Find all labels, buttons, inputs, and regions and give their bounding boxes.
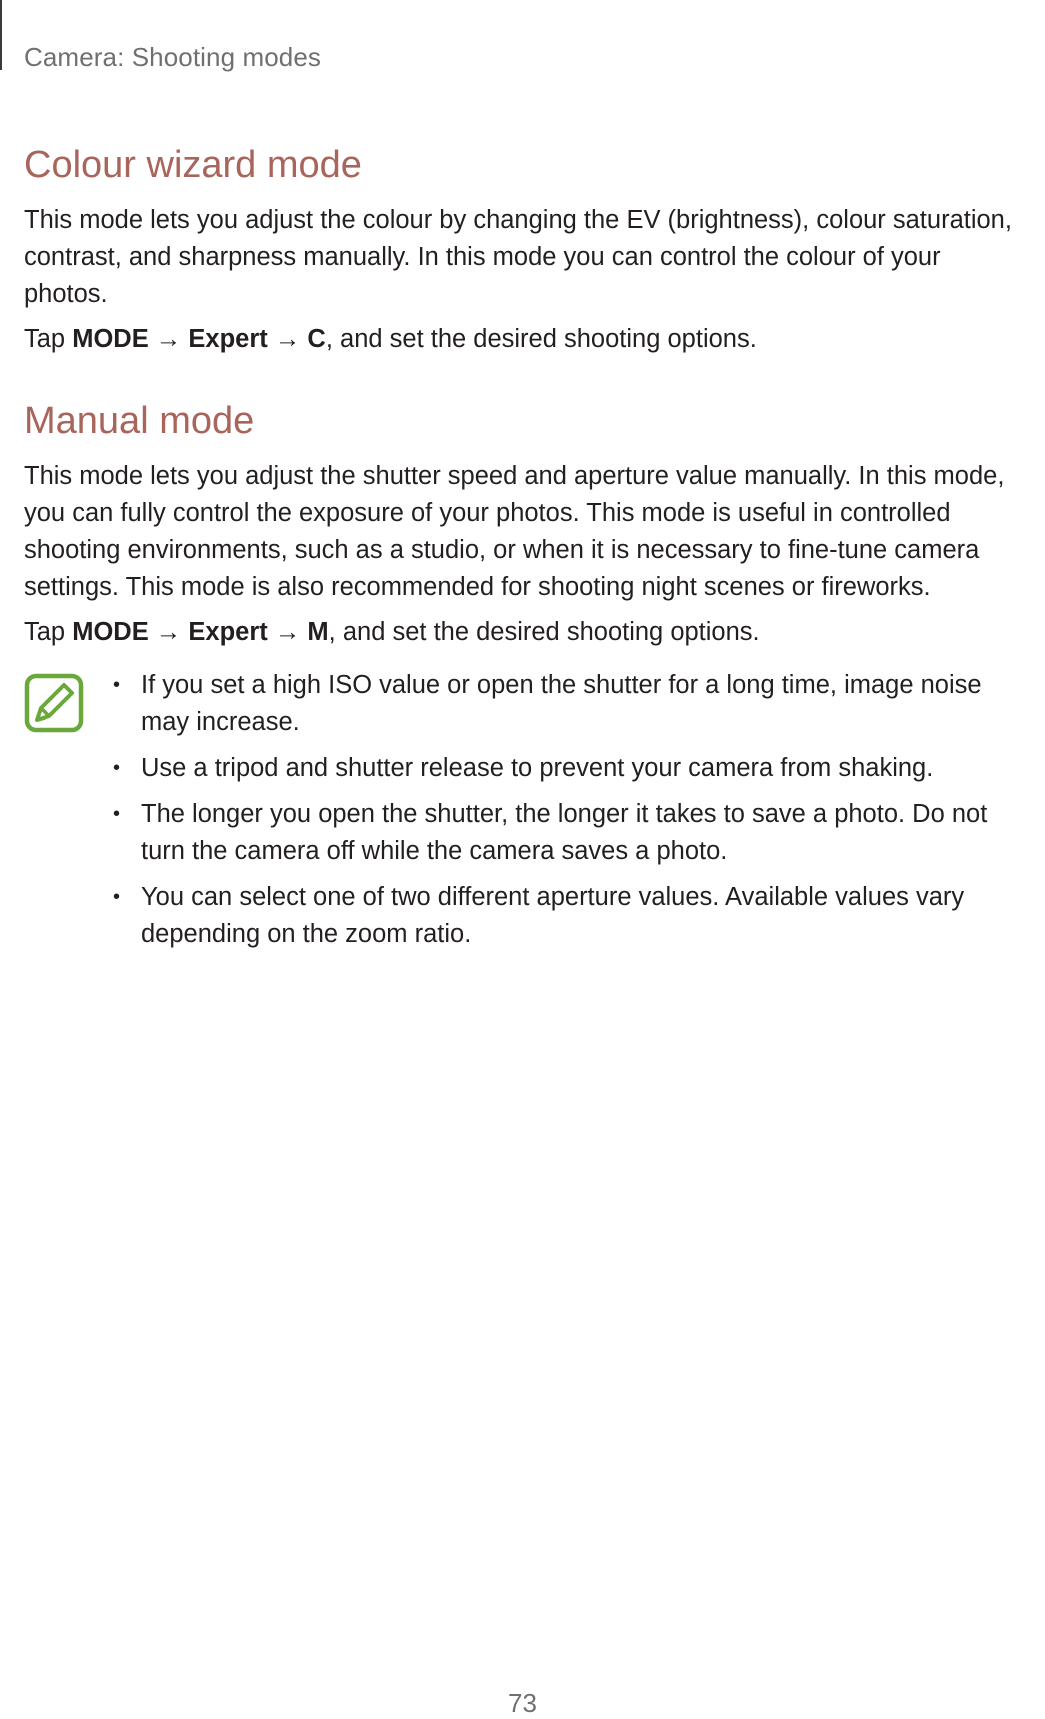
manual-instruction — [24, 614, 1029, 651]
manual-description: This mode lets you adjust the shutter speed and aperture value manually. In this mode, you can fully control the exposure of your photos. This mode is useful in controlled shooting environments, such as a studio, or when it is necessary to fine-tune camera settings. This mode is also recommended for shooting night scenes or fireworks. — [24, 462, 1005, 601]
note-item — [113, 667, 1029, 741]
instruction-expert: Expert — [188, 618, 268, 646]
instruction-arrow: → — [148, 618, 189, 646]
section-colour-wizard-mode — [24, 140, 1029, 358]
bullet: • — [113, 886, 121, 908]
instruction-mode: MODE — [72, 618, 149, 646]
instruction-option-m: M — [307, 618, 329, 646]
colour-wizard-instruction — [24, 321, 1029, 358]
note-item — [113, 750, 1029, 787]
section-manual-mode — [24, 396, 1029, 953]
instruction-arrow: → — [148, 325, 189, 353]
page-content — [24, 140, 1029, 962]
note-item — [113, 879, 1029, 953]
page-edge-line — [0, 0, 2, 70]
instruction-arrow: → — [267, 325, 308, 353]
section-title-colour-wizard: Colour wizard mode — [24, 144, 362, 186]
instruction-suffix: , and set the desired shooting options. — [325, 325, 757, 353]
note-pencil-icon — [24, 673, 84, 733]
colour-wizard-description: This mode lets you adjust the colour by changing the EV (brightness), colour saturation, contrast, and sharpness manually. In this mode you can control the colour of your photos. — [24, 206, 1012, 308]
instruction-arrow: → — [267, 618, 308, 646]
instruction-prefix: Tap — [24, 325, 73, 353]
note-text: The longer you open the shutter, the longer it takes to save a photo. Do not turn the camera off while the camera saves a photo. — [141, 800, 988, 865]
instruction-mode: MODE — [72, 325, 149, 353]
bullet: • — [113, 674, 121, 696]
instruction-option-c: C — [307, 325, 326, 353]
bullet: • — [113, 803, 121, 825]
note-block — [24, 667, 1029, 953]
note-item — [113, 796, 1029, 870]
instruction-expert: Expert — [188, 325, 268, 353]
instruction-suffix: , and set the desired shooting options. — [328, 618, 760, 646]
bullet: • — [113, 757, 121, 779]
note-text: If you set a high ISO value or open the shutter for a long time, image noise may increase. — [141, 671, 982, 736]
running-header: Camera: Shooting modes — [24, 42, 322, 72]
note-text: You can select one of two different aperture values. Available values vary depending on the zoom ratio. — [141, 883, 965, 948]
instruction-prefix: Tap — [24, 618, 73, 646]
section-title-manual: Manual mode — [24, 400, 255, 442]
note-text: Use a tripod and shutter release to prevent your camera from shaking. — [141, 754, 934, 782]
note-list — [24, 667, 1029, 953]
page-number: 73 — [508, 1688, 537, 1718]
